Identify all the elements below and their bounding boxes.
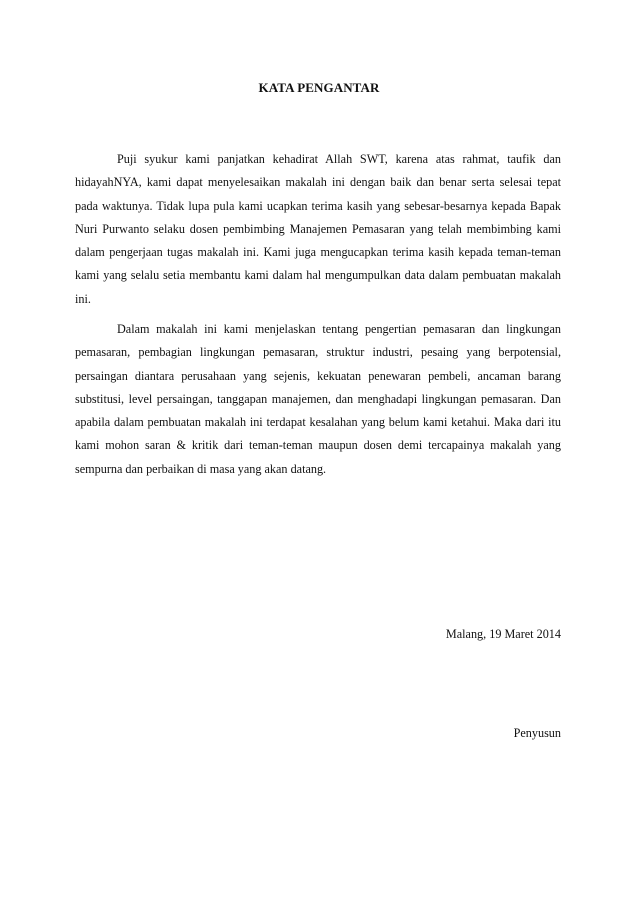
page-title: KATA PENGANTAR: [258, 80, 380, 95]
paragraph-acknowledgement: Puji syukur kami panjatkan kehadirat Allah SWT, karena atas rahmat, taufik dan hidayahNYA, kami dapat menyelesaikan makalah ini dengan baik dan benar serta selesai tepat pada waktunya. Tidak lupa pula kami ucapkan terima kasih yang sebesar-besarnya kepada Bapak Nuri Purwanto selaku dosen pembimbing Manajemen Pemasaran yang telah membimbing kami dalam pengerjaan tugas makalah ini. Kami juga mengucapkan terima kasih kepada teman-teman kami yang selalu setia membantu kami dalam hal mengumpulkan data dalam pembuatan makalah ini.: [75, 152, 561, 306]
paragraph-contents: Dalam makalah ini kami menjelaskan tentang pengertian pemasaran dan lingkungan pemasaran, pembagian lingkungan pemasaran, struktur industri, pesaing yang berpotensial, persaingan diantara perusahaan yang sejenis, kekuatan penewaran pembeli, ancaman barang substitusi, level persaingan, tanggapan manajemen, dan menghadapi lingkungan pemasaran. Dan apabila dalam pembuatan makalah ini terdapat kesalahan yang belum kami ketahui. Maka dari itu kami mohon saran & kritik dari teman-teman maupun dosen demi tercapainya makalah yang sempurna dan perbaikan di masa yang akan datang.: [75, 322, 561, 476]
author-signature: Penyusun: [513, 726, 561, 740]
place-date: Malang, 19 Maret 2014: [445, 627, 561, 641]
